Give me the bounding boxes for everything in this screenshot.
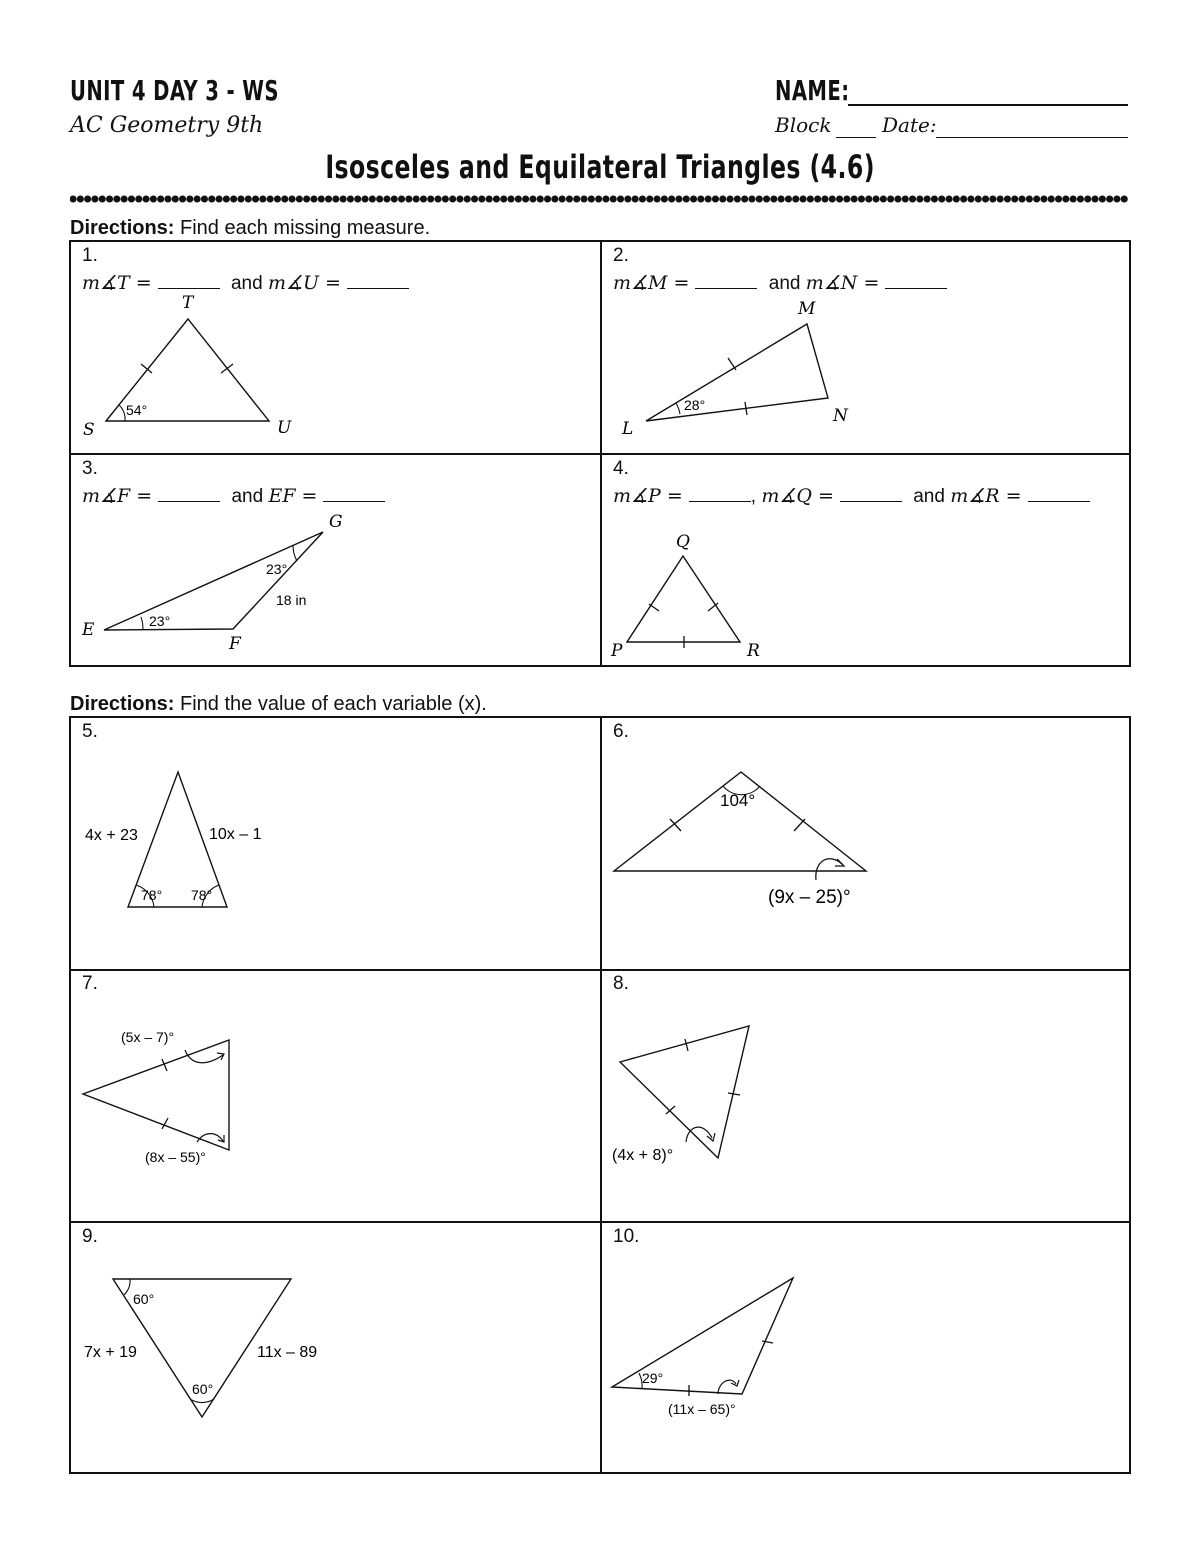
vertex-label-r: R bbox=[747, 641, 760, 661]
problem-number: 2. bbox=[613, 245, 629, 266]
vertex-label-e: E bbox=[82, 620, 95, 640]
triangle-figure-4 bbox=[602, 455, 1131, 667]
question-text: m∡P = , m∡Q = and m∡R = bbox=[613, 485, 1096, 508]
problem-1 bbox=[71, 242, 601, 454]
problem-number: 8. bbox=[613, 973, 629, 994]
problem-number: 9. bbox=[82, 1226, 98, 1247]
directions-1: Directions: Find each missing measure. bbox=[70, 217, 431, 239]
problem-6 bbox=[602, 718, 1131, 970]
problem-number: 1. bbox=[82, 245, 98, 266]
triangle-figure-9 bbox=[71, 1223, 601, 1474]
angle-expression: (9x – 25)° bbox=[768, 887, 851, 908]
angle-label: 60° bbox=[192, 1381, 214, 1397]
vertex-label-t: T bbox=[182, 293, 194, 313]
angle-label: 104° bbox=[720, 791, 756, 810]
date-label: Date: bbox=[882, 113, 937, 137]
vertex-label-g: G bbox=[329, 512, 343, 532]
triangle-figure-1 bbox=[71, 242, 601, 454]
worksheet-unit-label: UNIT 4 DAY 3 - WS bbox=[70, 74, 279, 107]
side-label: 18 in bbox=[276, 592, 307, 608]
triangle-figure-5 bbox=[71, 718, 601, 970]
page-title: Isosceles and Equilateral Triangles (4.6) bbox=[325, 148, 875, 186]
vertex-label-n: N bbox=[833, 406, 848, 426]
block-field[interactable] bbox=[836, 137, 876, 138]
problem-number: 6. bbox=[613, 721, 629, 742]
side-expression-right: 10x – 1 bbox=[209, 826, 262, 843]
question-text: m∡F = and EF = bbox=[82, 485, 391, 508]
angle-label: 23° bbox=[266, 561, 288, 577]
vertex-label-q: Q bbox=[676, 532, 690, 552]
directions-2: Directions: Find the value of each variable (x). bbox=[70, 693, 487, 715]
problem-3 bbox=[71, 455, 601, 667]
triangle-figure-10 bbox=[602, 1223, 1131, 1474]
triangle-8 bbox=[620, 1026, 749, 1158]
problem-5 bbox=[71, 718, 601, 970]
problem-4 bbox=[602, 455, 1131, 667]
side-expression-right: 11x – 89 bbox=[257, 1344, 318, 1361]
problem-number: 3. bbox=[82, 458, 98, 479]
triangle-efg bbox=[104, 532, 323, 630]
problem-number: 10. bbox=[613, 1226, 640, 1247]
angle-label: 78° bbox=[191, 887, 213, 903]
angle-expression: (5x – 7)° bbox=[121, 1029, 175, 1045]
triangle-figure-2 bbox=[602, 242, 1131, 454]
triangle-lmn bbox=[646, 324, 828, 421]
triangle-10 bbox=[612, 1278, 793, 1394]
name-label: NAME: bbox=[775, 74, 850, 107]
triangle-6 bbox=[614, 772, 866, 871]
problem-number: 5. bbox=[82, 721, 98, 742]
side-expression-left: 7x + 19 bbox=[84, 1344, 137, 1361]
angle-label: 60° bbox=[133, 1291, 155, 1307]
problem-10 bbox=[602, 1223, 1131, 1474]
problem-2 bbox=[602, 242, 1131, 454]
dotted-divider bbox=[70, 194, 1130, 204]
angle-label: 29° bbox=[642, 1370, 664, 1386]
date-field[interactable] bbox=[936, 137, 1128, 138]
question-text: m∡T = and m∡U = bbox=[82, 272, 415, 295]
name-field[interactable] bbox=[848, 104, 1128, 106]
problem-8 bbox=[602, 970, 1131, 1222]
angle-label: 28° bbox=[684, 397, 706, 413]
problem-grid-1 bbox=[69, 240, 1131, 667]
problem-9 bbox=[71, 1223, 601, 1474]
vertex-label-u: U bbox=[277, 418, 292, 438]
vertex-label-f: F bbox=[229, 634, 241, 654]
triangle-figure-8 bbox=[602, 970, 1131, 1222]
triangle-figure-3 bbox=[71, 455, 601, 667]
problem-7 bbox=[71, 970, 601, 1222]
triangle-figure-6 bbox=[602, 718, 1131, 970]
triangle-figure-7 bbox=[71, 970, 601, 1222]
vertex-label-p: P bbox=[611, 641, 623, 661]
problem-number: 4. bbox=[613, 458, 629, 479]
vertex-label-s: S bbox=[83, 420, 95, 440]
angle-expression: (8x – 55)° bbox=[145, 1149, 206, 1165]
block-label: Block bbox=[775, 113, 832, 137]
angle-expression: (11x – 65)° bbox=[668, 1401, 736, 1417]
angle-expression: (4x + 8)° bbox=[612, 1147, 674, 1164]
angle-label: 54° bbox=[126, 402, 148, 418]
question-text: m∡M = and m∡N = bbox=[613, 272, 953, 295]
angle-label: 78° bbox=[141, 887, 163, 903]
triangle-pqr bbox=[627, 556, 740, 642]
problem-number: 7. bbox=[82, 973, 98, 994]
problem-grid-2 bbox=[69, 716, 1131, 1474]
vertex-label-m: M bbox=[798, 299, 816, 319]
vertex-label-l: L bbox=[622, 419, 634, 439]
angle-label: 23° bbox=[149, 613, 171, 629]
side-expression-left: 4x + 23 bbox=[85, 827, 138, 844]
course-label: AC Geometry 9th bbox=[70, 113, 264, 138]
